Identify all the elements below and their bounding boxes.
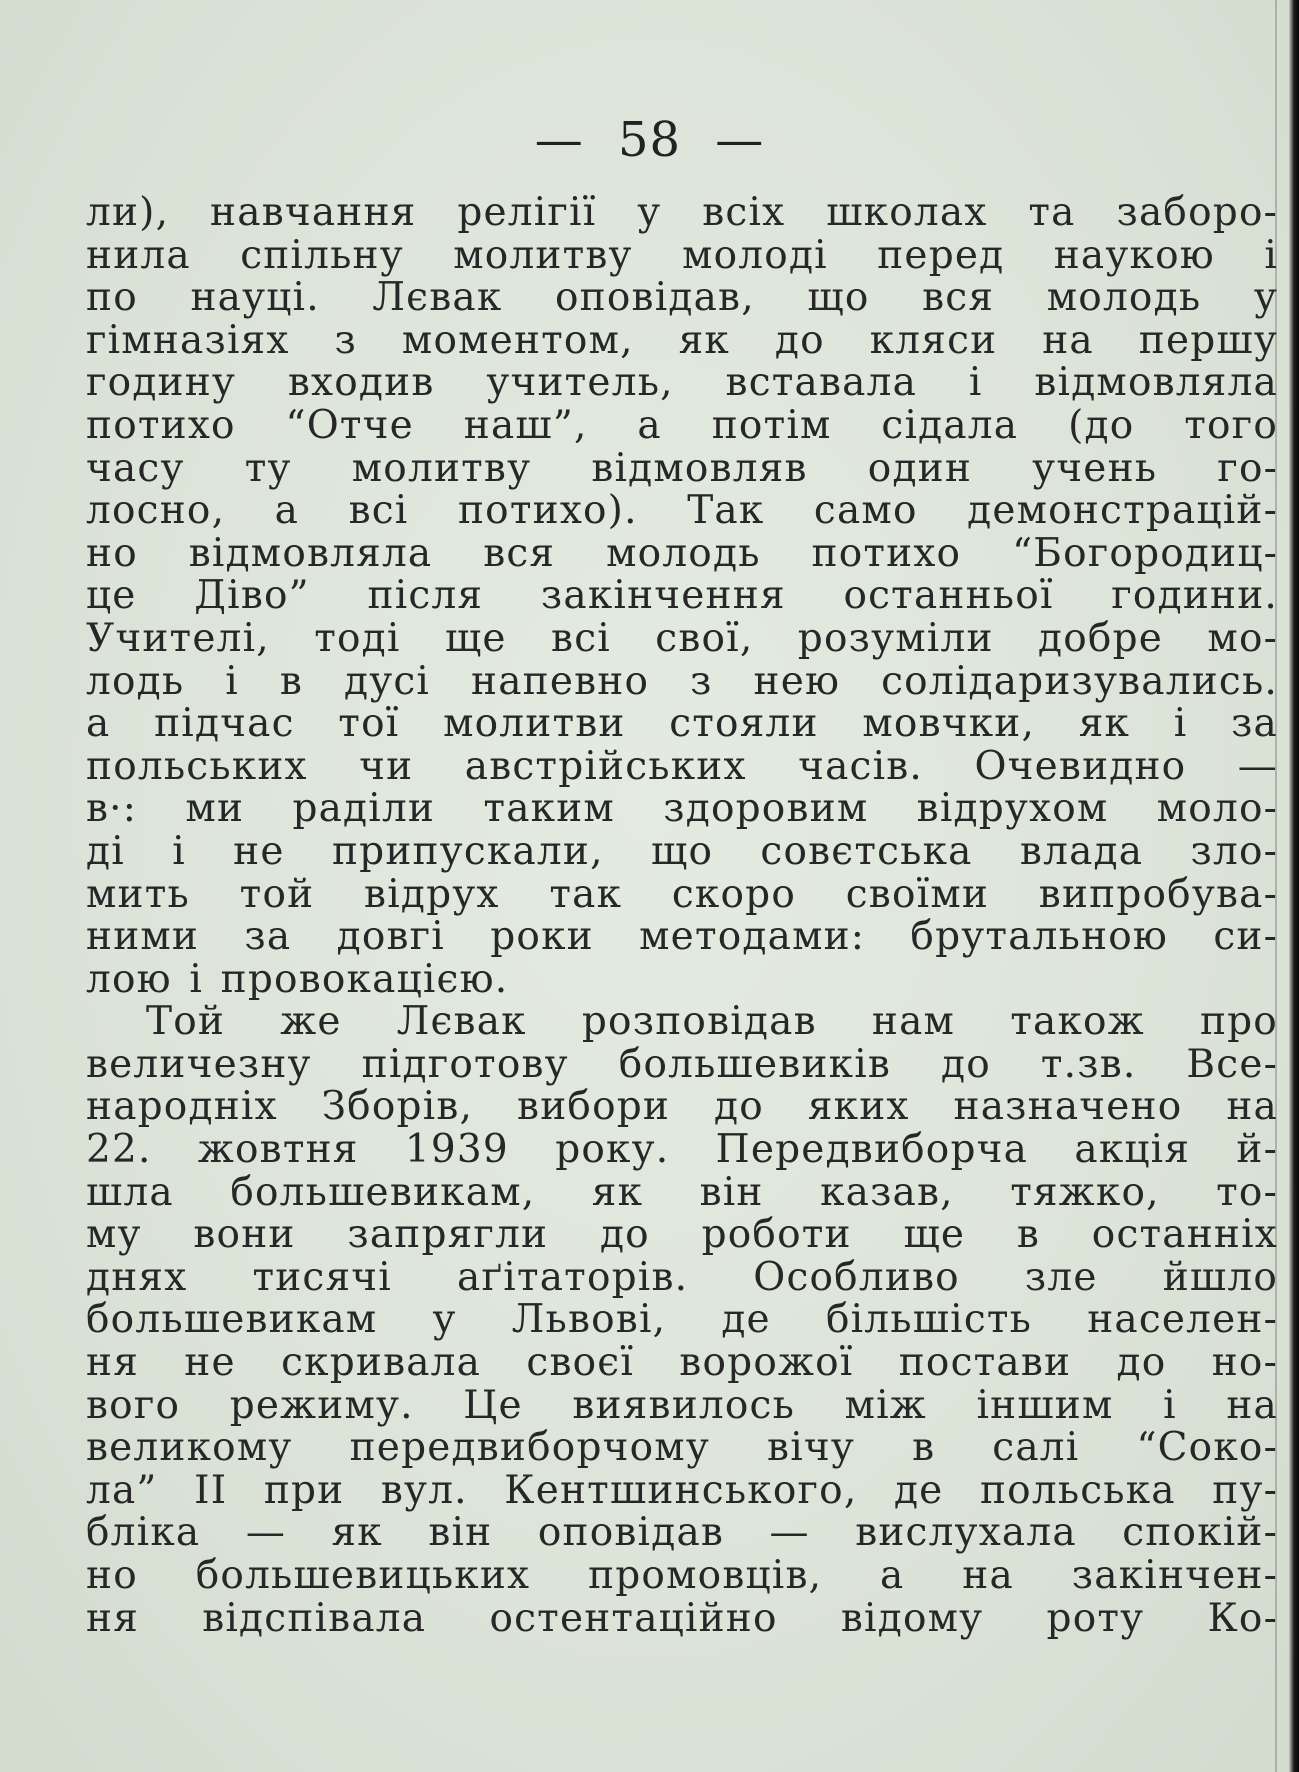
text-line: в·: ми раділи таким здоровим відрухом моло- bbox=[86, 786, 1278, 832]
text-line: лодь і в дусі напевно з нею солідаризувались. bbox=[86, 658, 1278, 704]
text-line: большевикам у Львові, де більшість населен- bbox=[86, 1297, 1278, 1343]
text-line: народніх Зборів, вибори до яких назначено на bbox=[86, 1084, 1278, 1130]
text-line: величезну підготову большевиків до т.зв. Все- bbox=[86, 1041, 1278, 1087]
text-line: днях тисячі аґітаторів. Особливо зле йшло bbox=[86, 1254, 1278, 1300]
page-header bbox=[0, 112, 1299, 168]
text-line: 22. жовтня 1939 року. Передвиборча акція й- bbox=[86, 1127, 1278, 1173]
text-line: гімназіях з моментом, як до кляси на першу bbox=[86, 317, 1278, 363]
paragraph-end-line: лою і провокацією. bbox=[86, 956, 509, 1002]
text-line: годину входив учитель, вставала і відмовляла bbox=[86, 360, 1278, 406]
text-line: потихо “Отче наш”, а потім сідала (до того bbox=[86, 402, 1278, 448]
text-line: Учителі, тоді ще всі свої, розуміли добре мо- bbox=[86, 615, 1278, 661]
page-number: 58 bbox=[617, 112, 682, 168]
header-dash-right: — bbox=[715, 112, 765, 168]
text-line: по науці. Лєвак оповідав, що вся молодь у bbox=[86, 275, 1278, 321]
body-text bbox=[86, 192, 1278, 1640]
text-line: ня не скривала своєї ворожої постави до но- bbox=[86, 1340, 1278, 1386]
text-line: великому передвиборчому вічу в салі “Соко- bbox=[86, 1425, 1278, 1471]
text-line: ли), навчання релігії у всіх школах та заборо- bbox=[86, 190, 1278, 235]
text-line: бліка — як він оповідав — вислухала спокій- bbox=[86, 1510, 1278, 1556]
text-line: шла большевикам, як він казав, тяжко, то- bbox=[86, 1169, 1278, 1215]
text-line: це Діво” після закінчення останньої години. bbox=[86, 573, 1278, 619]
text-line: ла” II при вул. Кентшинського, де польська пу- bbox=[86, 1467, 1278, 1513]
page-binding-edge bbox=[1289, 0, 1299, 1772]
text-line: му вони запрягли до роботи ще в останніх bbox=[86, 1212, 1278, 1258]
paragraph-start-line: Той же Лєвак розповідав нам також про bbox=[146, 999, 1278, 1045]
text-line: польських чи австрійських часів. Очевидно — bbox=[86, 743, 1278, 789]
text-line: часу ту молитву відмовляв один учень го- bbox=[86, 445, 1278, 491]
text-line: но відмовляла вся молодь потихо “Богородиц- bbox=[86, 530, 1278, 576]
text-line: ня відспівала остентаційно відому роту Ко- bbox=[86, 1595, 1278, 1641]
text-line: а підчас тої молитви стояли мовчки, як і за bbox=[86, 701, 1278, 747]
text-line: вого режиму. Це виявилось між іншим і на bbox=[86, 1382, 1278, 1428]
text-line: нила спільну молитву молоді перед наукою і bbox=[86, 232, 1278, 278]
text-line: ними за довгі роки методами: брутальною си- bbox=[86, 914, 1278, 960]
text-line: мить той відрух так скоро своїми випробува- bbox=[86, 871, 1278, 917]
header-dash-left: — bbox=[534, 112, 584, 168]
text-line: ді і не припускали, що совєтська влада зло- bbox=[86, 828, 1278, 874]
text-line: лосно, а всі потихо). Так само демонстрацій- bbox=[86, 488, 1278, 534]
text-line: но большевицьких промовців, а на закінчен- bbox=[86, 1553, 1278, 1598]
